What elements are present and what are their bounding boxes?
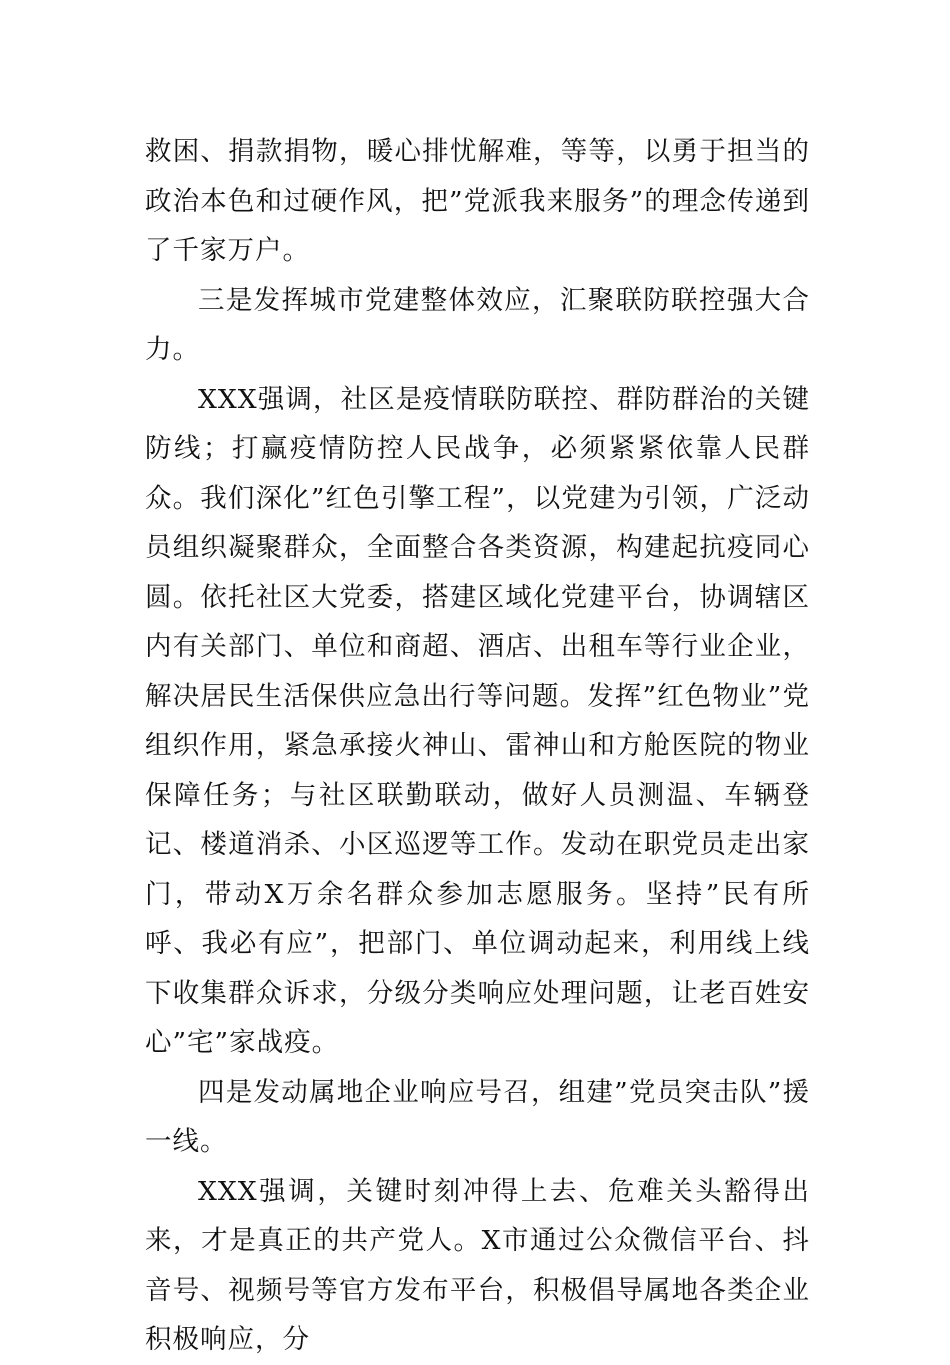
paragraph-5: XXX强调，关键时刻冲得上去、危难关头豁得出来，才是真正的共产党人。X市通过公众微信平台、抖音号、视频号等官方发布平台，积极倡导属地各类企业积极响应，分 xyxy=(145,1175,810,1355)
paragraph-3: XXX强调，社区是疫情联防联控、群防群治的关键防线；打赢疫情防控人民战争，必须紧紧依靠人民群众。我们深化”红色引擎工程”，以党建为引领，广泛动员组织凝聚群众，全面整合各类资源，构建起抗疫同心圆。依托社区大党委，搭建区域化党建平台，协调辖区内有关部门、单位和商超、酒店、出租车等行业企业，解决居民生活保供应急出行等问题。发挥”红色物业”党组织作用，紧急承接火神山、雷神山和方舱医院的物业保障任务；与社区联勤联动，做好人员测温、车辆登记、楼道消杀、小区巡逻等工作。发动在职党员走出家门，带动X万余名群众参加志愿服务。坚持”民有所呼、我必有应”，把部门、单位调动起来，利用线上线下收集群众诉求，分级分类响应处理问题，让老百姓安心”宅”家战疫。 xyxy=(145,383,810,1058)
document-body xyxy=(145,127,810,1365)
paragraph-4-heading: 四是发动属地企业响应号召，组建”党员突击队”援一线。 xyxy=(145,1076,810,1157)
paragraph-1: 救困、捐款捐物，暖心排忧解难，等等，以勇于担当的政治本色和过硬作风，把”党派我来服务”的理念传递到了千家万户。 xyxy=(145,136,810,266)
paragraph-2-heading: 三是发挥城市党建整体效应，汇聚联防联控强大合力。 xyxy=(145,284,810,365)
